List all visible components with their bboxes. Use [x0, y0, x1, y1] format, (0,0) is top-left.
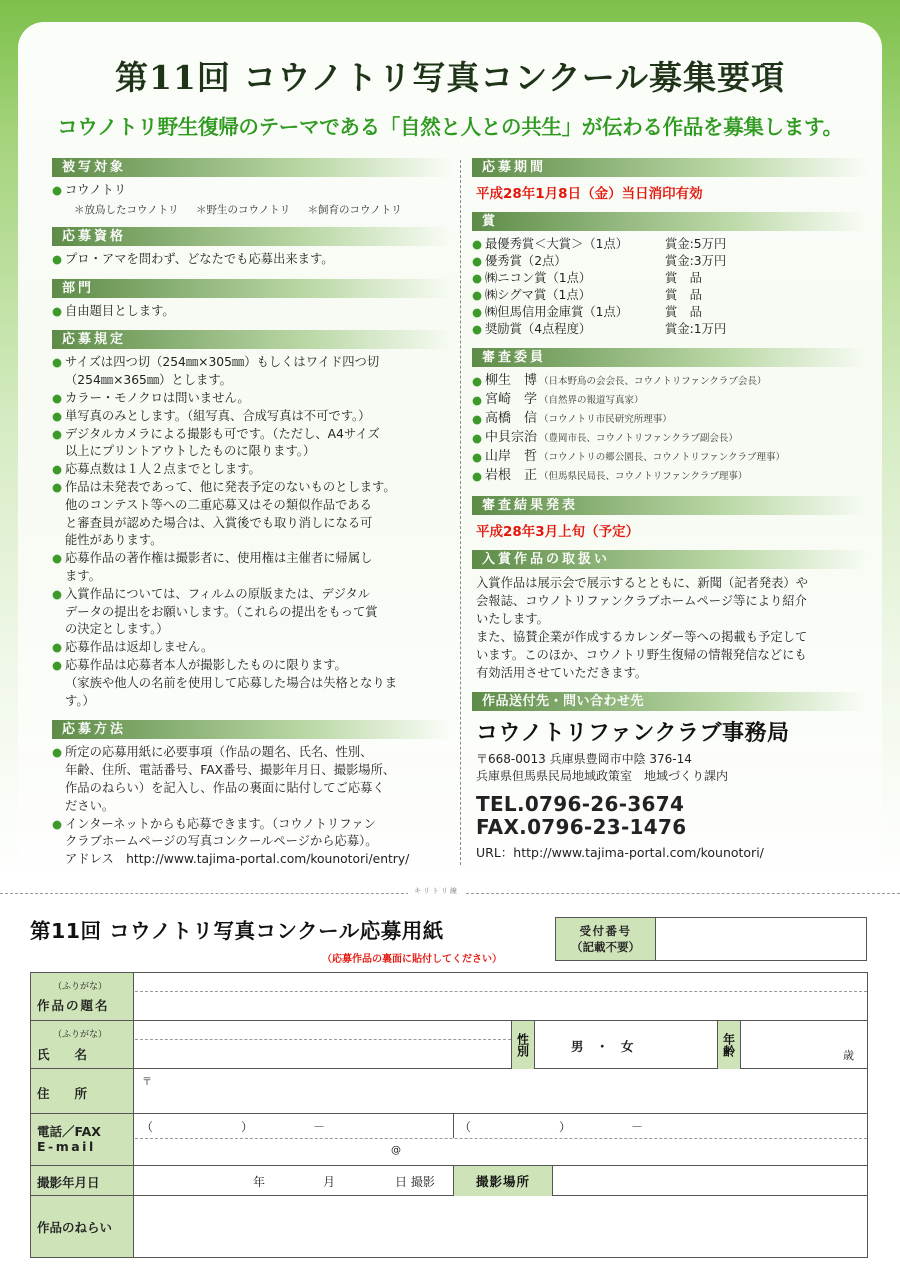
- period-value: 平成28年1月8日（金）当日消印有効: [476, 186, 703, 202]
- entry-form: [30, 972, 868, 1258]
- list-item-cont: クラブホームページの写真コンクールページから応募）。: [65, 834, 378, 849]
- date-field[interactable]: [135, 1166, 451, 1196]
- handling-line: また、協賛企業が作成するカレンダー等への掲載も予定して: [476, 630, 808, 644]
- homepage-url: URL：http://www.tajima-portal.com/kounotori/: [476, 845, 764, 860]
- month-unit: 月: [323, 1175, 336, 1189]
- handling-line: 有効活用させていただきます。: [476, 666, 648, 680]
- list-item: ● サイズは四つ切（254㎜×305㎜）もしくはワイド四つ切: [52, 354, 452, 372]
- results-section: [472, 496, 867, 540]
- judge-name: ● 柳生 博: [485, 373, 538, 388]
- list-item: ● インターネットからも応募できます。（コウノトリファン: [52, 816, 452, 834]
- day-unit: 日 撮影: [395, 1175, 435, 1189]
- award-name: ● ㈱但馬信用金庫賞（1点）: [485, 305, 629, 319]
- award-row: [472, 304, 867, 321]
- award-name: ● ㈱シグマ賞（1点）: [485, 288, 591, 302]
- list-item-cont: す。）: [65, 693, 95, 708]
- address-field[interactable]: [135, 1069, 867, 1114]
- judge-name: ● 高橋 信: [485, 411, 538, 426]
- judge-name: ● 中貝宗治: [485, 430, 538, 445]
- furigana-label: （ふりがな）: [53, 982, 108, 992]
- age-unit: 歳: [843, 1049, 854, 1062]
- judge-row: [472, 372, 867, 391]
- address-line: 〒668-0013 兵庫県豊岡市中陰 376-14: [476, 752, 692, 766]
- fax-number: FAX.0796-23-1476: [476, 815, 687, 839]
- rules-section: [52, 330, 452, 710]
- judge-row: [472, 448, 867, 467]
- award-name: ● 奨励賞（4点程度）: [485, 322, 592, 336]
- award-name: ● 最優秀賞＜大賞＞（1点）: [485, 237, 629, 251]
- judge-name: ● 岩根 正: [485, 468, 538, 483]
- aim-label: 作品のねらい: [37, 1220, 113, 1235]
- fax-paren-open: （: [459, 1120, 472, 1134]
- period-section: [472, 158, 867, 202]
- list-item: ● 所定の応募用紙に必要事項（作品の題名、氏名、性別、: [52, 744, 452, 762]
- section-heading: 賞: [472, 212, 867, 231]
- phone-dash: －: [313, 1120, 326, 1134]
- receipt-label: [556, 918, 656, 960]
- receipt-label-note: （記載不要）: [571, 940, 640, 954]
- subitem: ＊野生のコウノトリ: [196, 203, 291, 216]
- judge-row: [472, 429, 867, 448]
- contact-section: [472, 692, 867, 861]
- sex-options[interactable]: 男 ・ 女: [571, 1039, 634, 1054]
- fax-dash: －: [631, 1120, 644, 1134]
- office-name: コウノトリファンクラブ事務局: [476, 721, 790, 746]
- name-field[interactable]: [135, 1021, 511, 1069]
- list-item: ● 応募作品は返却しません。: [52, 639, 452, 657]
- phone-paren-open: （: [141, 1120, 154, 1134]
- section-heading: 審査結果発表: [472, 496, 867, 515]
- receipt-number-field: [656, 918, 866, 960]
- judge-role: （但馬県民局長、コウノトリファンクラブ理事）: [539, 471, 748, 482]
- judges-section: [472, 348, 867, 486]
- award-prize: 賞金:1万円: [665, 322, 727, 336]
- aim-field[interactable]: [135, 1196, 867, 1257]
- age-field[interactable]: [742, 1021, 852, 1069]
- award-prize: 賞 品: [665, 305, 702, 319]
- phone-email-label: [37, 1124, 101, 1154]
- list-item-cont: （家族や他人の名前を使用して応募した場合は失格となりま: [65, 675, 398, 690]
- list-item: ● カラー・モノクロは問いません。: [52, 390, 452, 408]
- form-row-name: [31, 1021, 867, 1069]
- judge-role: （コウノトリ市民研究所理事）: [539, 414, 672, 425]
- section-heading: 応募方法: [52, 720, 452, 739]
- age-label: 年齢: [717, 1021, 741, 1069]
- left-column: [52, 158, 452, 879]
- work-title-label: 作品の題名: [37, 998, 110, 1013]
- subitem: ＊飼育のコウノトリ: [307, 203, 402, 216]
- list-item-cont: 年齢、住所、電話番号、FAX番号、撮影年月日、撮影場所、: [65, 763, 396, 778]
- section-heading: 入賞作品の取扱い: [472, 550, 867, 569]
- judge-role: （豊岡市長、コウノトリファンクラブ副会長）: [539, 433, 738, 444]
- eligibility-section: [52, 227, 452, 269]
- list-item: ● プロ・アマを問わず、どなたでも応募出来ます。: [52, 251, 452, 269]
- handling-line: 会報誌、コウノトリファンクラブホームページ等により紹介: [476, 594, 807, 608]
- list-item: ● デジタルカメラによる撮影も可です。（ただし、A4サイズ: [52, 426, 452, 444]
- sex-label: 性別: [511, 1021, 535, 1069]
- column-divider: [460, 160, 461, 865]
- judge-row: [472, 467, 867, 486]
- list-item: ● 応募作品の著作権は撮影者に、使用権は主催者に帰属し: [52, 550, 452, 568]
- phone-fax-separator: [453, 1114, 454, 1138]
- email-field[interactable]: [135, 1139, 867, 1166]
- judge-row: [472, 410, 867, 429]
- subject-subitems: [52, 202, 452, 217]
- section-heading: 応募期間: [472, 158, 867, 177]
- list-item-cont: ださい。: [65, 798, 115, 813]
- subitem: ＊放鳥したコウノトリ: [74, 203, 179, 216]
- address-line: 兵庫県但馬県民局地域政策室 地域づくり課内: [476, 769, 729, 783]
- receipt-label-line: 受付番号: [579, 924, 632, 938]
- list-item-cont: 作品のねらい）を記入し、作品の裏面に貼付してご応募く: [65, 780, 385, 795]
- email-at-mark: @: [391, 1145, 401, 1156]
- fax-paren-close: ）: [559, 1120, 572, 1134]
- results-value: 平成28年3月上旬（予定）: [476, 524, 640, 540]
- page-subtitle: コウノトリ野生復帰のテーマである「自然と人との共生」が伝わる作品を募集します。: [57, 115, 843, 139]
- award-row: [472, 287, 867, 304]
- award-row: [472, 321, 867, 338]
- subject-section: [52, 158, 452, 217]
- judge-name: ● 宮崎 学: [485, 392, 538, 407]
- award-name: ● 優秀賞（2点）: [485, 254, 567, 268]
- handling-section: [472, 550, 867, 682]
- place-label: 撮影場所: [453, 1166, 553, 1196]
- list-item-cont: と審査員が認めた場合は、入賞後でも取り消しになる可: [65, 515, 373, 530]
- work-title-field[interactable]: [135, 973, 867, 1021]
- section-heading: 審査委員: [472, 348, 867, 367]
- place-field[interactable]: [553, 1166, 867, 1196]
- address-label: 住 所: [37, 1086, 88, 1101]
- award-row: [472, 236, 867, 253]
- right-column: [472, 158, 867, 871]
- list-item: ● 自由題目とします。: [52, 303, 452, 321]
- judge-row: [472, 391, 867, 410]
- judge-role: （自然界の報道写真家）: [539, 395, 644, 406]
- list-item: ● 応募作品は応募者本人が撮影したものに限ります。: [52, 657, 452, 675]
- handling-line: います。このほか、コウノトリ野生復帰の情報発信などにも: [476, 648, 807, 662]
- list-item: ● 応募点数は１人２点までとします。: [52, 461, 452, 479]
- form-title: 第11回 コウノトリ写真コンクール応募用紙: [30, 919, 444, 943]
- list-item-cont: 能性があります。: [65, 533, 163, 548]
- award-row: [472, 253, 867, 270]
- tel-number: TEL.0796-26-3674: [476, 792, 685, 816]
- list-item: ● 単写真のみとします。（組写真、合成写真は不可です。）: [52, 408, 452, 426]
- page-title: 第11回 コウノトリ写真コンクール募集要項: [114, 58, 786, 97]
- phone-label: 電話／FAX: [37, 1124, 101, 1139]
- form-row-title: [31, 973, 867, 1021]
- list-item-cont: の決定とします。）: [65, 622, 169, 637]
- list-item-cont: （254㎜×365㎜）とします。: [65, 373, 232, 388]
- handling-line: いたします。: [476, 612, 549, 626]
- award-prize: 賞 品: [665, 271, 702, 285]
- award-row: [472, 270, 867, 287]
- section-heading: 応募規定: [52, 330, 452, 349]
- list-item-cont: 他のコンテスト等への二重応募又はその類似作品である: [65, 497, 372, 512]
- form-row-aim: [31, 1196, 867, 1257]
- list-item: ● コウノトリ: [52, 182, 452, 200]
- list-item-cont: データの提出をお願いします。（これらの提出をもって賞: [65, 604, 378, 619]
- furigana-label: （ふりがな）: [53, 1030, 108, 1040]
- section-heading: 被写対象: [52, 158, 452, 177]
- entry-url: アドレス http://www.tajima-portal.com/kounotori/entry/: [65, 852, 410, 867]
- year-unit: 年: [253, 1175, 266, 1189]
- list-item-cont: ます。: [65, 568, 101, 583]
- date-label: 撮影年月日: [37, 1175, 100, 1190]
- cut-line-label: キリトリ線: [408, 886, 465, 896]
- judge-name: ● 山岸 哲: [485, 449, 538, 464]
- form-row-address: [31, 1069, 867, 1114]
- form-row-contact: [31, 1114, 867, 1166]
- award-prize: 賞金:5万円: [665, 237, 727, 251]
- judge-role: （日本野鳥の会会長、コウノトリファンクラブ会長）: [539, 376, 767, 387]
- receipt-number-box: [555, 917, 867, 961]
- list-item-cont: 以上にプリントアウトしたものに限ります。）: [65, 444, 316, 459]
- section-heading: 部門: [52, 279, 452, 298]
- section-heading: 応募資格: [52, 227, 452, 246]
- method-section: [52, 720, 452, 869]
- section-heading: 作品送付先・問い合わせ先: [472, 692, 867, 711]
- award-prize: 賞金:3万円: [665, 254, 727, 268]
- award-prize: 賞 品: [665, 288, 702, 302]
- category-section: [52, 279, 452, 321]
- phone-paren-close: ）: [241, 1120, 254, 1134]
- handling-line: 入賞作品は展示会で展示するとともに、新聞（記者発表）や: [476, 576, 809, 590]
- award-name: ● ㈱ニコン賞（1点）: [485, 271, 592, 285]
- email-label: E-mail: [37, 1139, 96, 1154]
- name-label: 氏 名: [37, 1047, 88, 1062]
- awards-section: [472, 212, 867, 338]
- list-item: ● 入賞作品については、フィルムの原版または、デジタル: [52, 586, 452, 604]
- list-item: ● 作品は未発表であって、他に発表予定のないものとします。: [52, 479, 452, 497]
- judge-role: （コウノトリの郷公園長、コウノトリファンクラブ理事）: [539, 452, 786, 463]
- postal-mark: 〒: [142, 1077, 152, 1088]
- form-row-date: [31, 1166, 867, 1196]
- form-note: （応募作品の裏面に貼付してください）: [322, 954, 502, 965]
